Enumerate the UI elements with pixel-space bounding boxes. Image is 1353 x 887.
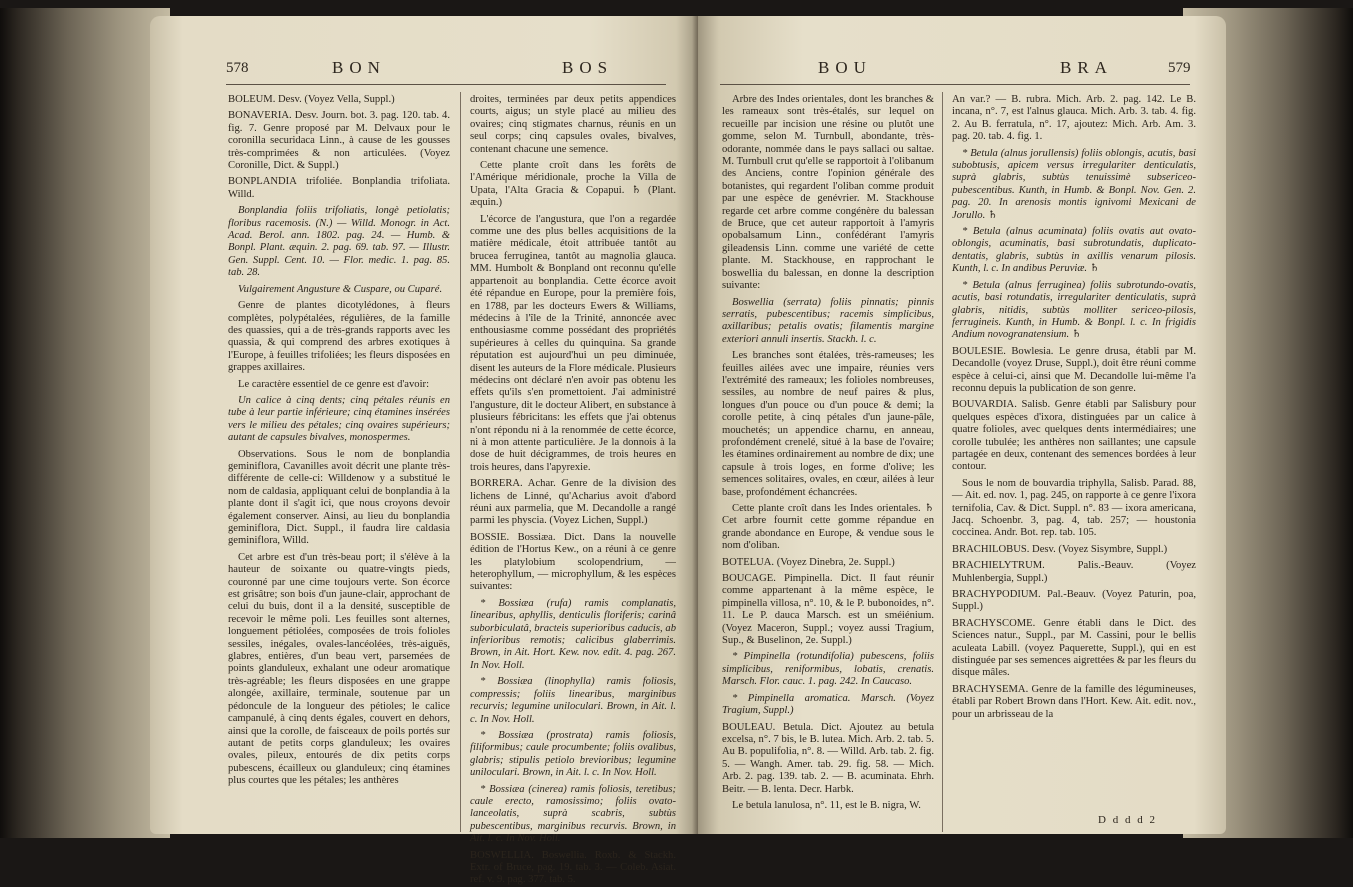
paragraph: * Pimpinella aromatica. Marsch. (Voyez Tragium, Suppl.) — [722, 692, 934, 717]
paragraph: * Bossiæa (rufa) ramis complanatis, linearibus, aphyllis, denticulis floriferis; carinâ suborbiculatâ, bracteis superioribus caducis, ab inferioribus remotis; calicibus glaberrimis. Brown, in Ait. Hort. Kew. nov. edit. 4. pag. 267. In Nov. Holl. — [470, 597, 676, 671]
paragraph: Les branches sont étalées, très-rameuses; les feuilles ailées avec une impaire, réunies vers l'extrémité des rameaux; les folioles nombreuses, sessiles, au nombre de neuf paires & plus, longues d'un pouce ou d'un pouce & demi; la corolle petite, à cinq pétales d'un jaune-pâle, mouchetés; un appendice charnu, en anneau, profondément crenelé, situé à la base de l'ovaire; les étamines ordinairement au nombre de dix; une capsule à trois loges, en forme d'olive; les semences solitaires, ovales, en cœur, ailées à leur base, profondément échancrées. — [722, 350, 934, 498]
column-separator — [942, 92, 943, 832]
paragraph: Observations. Sous le nom de bonplandia geminiflora, Cavanilles avoit décrit une plante très-différente de celle-ci: Willdenow y a substitué le nom de caldasia, appliquant celui de bonplandia à la plante dont il s'agit ici, que nous croyons devoir également conserver. Ainsi, au lieu du bonplandia geminiflora, Dict. Suppl., il faudra lire caldasia geminiflora, Willd. — [228, 448, 450, 547]
paragraph: BOULEAU. Betula. Dict. Ajoutez au betula excelsa, n°. 7 bis, le B. lutea. Mich. Arb. 2. tab. 5. Au B. populifolia, n°. 8. — Willd. Arb. tab. 2. fig. 5. — Wangh. Amer. tab. 29. fig. 58. — Mich. Arb. 2. pag. 139. tab. 2. — B. acuminata. Ehrh. Beitr. — B. lenta. Decr. Harbk. — [722, 721, 934, 795]
right-page-column-2 — [952, 94, 1196, 814]
paragraph: * Bossiæa (cinerea) ramis foliosis, teretibus; caule erecto, ramosissimo; foliis ovato-lanceolatis, suprà scabris, subtùs pubescentibus, marginibus recurvis. Brown, in Ait. l. c. In Nov. Holl. — [470, 783, 676, 845]
left-page — [150, 16, 698, 886]
paragraph: BOTELUA. (Voyez Dinebra, 2e. Suppl.) — [722, 556, 895, 568]
left-running-head-left: BON — [332, 58, 386, 77]
signature-mark: D d d d 2 — [1098, 814, 1157, 826]
left-page-number: 578 — [226, 60, 249, 76]
paragraph: * Bossiæa (linophylla) ramis foliosis, compressis; foliis linearibus, marginibus recurvis; legumine uniloculari. Brown, in Ait. l. c. In Nov. Holl. — [470, 676, 676, 725]
paragraph: BOUVARDIA. Salisb. Genre établi par Salisbury pour quelques espèces d'ixora, distinguées par un calice à quatre folioles, avec quelques dents intermédiaires; une corolle tubulée; les anthères non saillantes; une capsule partagée en deux, contenant des semences bordées à leur contour. — [952, 399, 1196, 473]
paragraph: Arbre des Indes orientales, dont les branches & les rameaux sont très-étalés, sur lequel on recueille par incision une résine ou plutôt une gomme, selon M. Turnbull, abondante, très-odorante, nommée dans le pays sallaci ou saltae. M. Turnbull crut qu'elle se rapportoit à l'olibanum des Anciens, contre l'opinion générale des botanistes, qui regardent l'oliban comme produit par une espèce de genévrier. M. Stackhouse regarde cet arbre comme congénère du balessan de Bruce, que cet auteur rapportoit à l'amyris opobalsamum Linn., confédérant l'amyris gileadensis Linn. comme une variété de cette plante. M. Stackhouse, en rapprochant le boswellia du balessan, en donne la description suivante: — [722, 94, 934, 292]
paragraph: Cette plante croît dans les forêts de l'Amérique méridionale, proche la Villa de Upata, l'Alta Gracia & Copapui. ♄ (Plant. æquin.) — [470, 160, 676, 209]
right-running-head-left: BOU — [818, 58, 872, 77]
paragraph: BOULESIE. Bowlesia. Le genre drusa, établi par M. Decandolle (voyez Druse, Suppl.), doit être réuni comme espèce à celui-ci, ainsi que M. Decandolle lui-même l'a reconnu depuis la publication de son genre. — [952, 345, 1196, 394]
paragraph: * Pimpinella (rotundifolia) pubescens, foliis simplicibus, reniformibus, lobatis, crenatis. Marsch. Flor. cauc. 1. pag. 242. In Caucaso. — [722, 651, 934, 688]
right-page — [698, 16, 1226, 834]
paragraph: An var.? — B. rubra. Mich. Arb. 2. pag. 142. Le B. incana, n°. 7, est l'alnus glauca. Mich. Arb. 3. tab. 4. fig. 2. Au B. ferratula, n°. 17, ajoutez: Mich. Arb. Am. 3. pag. 20. tab. 4. fig. 1. — [952, 94, 1196, 143]
paragraph: BOUCAGE. Pimpinella. Dict. Il faut réunir comme appartenant à la même espèce, le pimpinella villosa, n°. 10, & le P. bubonoides, n°. 11. Le P. dauca Marsch. est un sméiénium. (Voyez Maceron, Suppl.; voyez aussi Tragium, Sup., & Buselinon, 2e. Suppl.) — [722, 573, 934, 647]
paragraph: Un calice à cinq dents; cinq pétales réunis en tube à leur partie inférieure; cinq étamines insérées vers le milieu des pétales; cinq ovaires supérieurs; autant de capsules bivalves, monospermes. — [228, 394, 450, 444]
paragraph: Cette plante croît dans les Indes orientales. ♄ Cet arbre fournit cette gomme répandue en grande abondance en Europe, & vendue sous le nom d'oliban. — [722, 503, 934, 552]
paragraph: Genre de plantes dicotylédones, à fleurs complètes, polypétalées, régulières, de la famille des quassies, qui a de très-grands rapports avec les quassia, & qui comprend des arbres exotiques à l'Europe, à feuilles trifoliées; les fleurs disposées en grappes axillaires. — [228, 300, 450, 374]
paragraph: BOLEUM. Desv. (Voyez Vella, Suppl.) — [228, 94, 395, 105]
left-page-column-1 — [228, 94, 450, 834]
paragraph: BONAVERIA. Desv. Journ. bot. 3. pag. 120. tab. 4. fig. 7. Genre proposé par M. Delvaux pour le coronilla securidaca Linn., à cause de les gousses très-comprimées & non articulées. (Voyez Coronille, Dict. & Suppl.) — [228, 110, 450, 172]
paragraph: * Bossiæa (prostrata) ramis foliosis, filiformibus; caule procumbente; foliis ovalibus, glabris; stipulis petiolo brevioribus; legumine uniloculari. Brown, in Ait. l. c. In Nov. Holl. — [470, 729, 676, 779]
right-page-column-1 — [722, 94, 934, 834]
paragraph: Sous le nom de bouvardia triphylla, Salisb. Parad. 88, — Ait. ed. nov. 1, pag. 245, on rapporte à ce genre l'ixora ternifolia, Cav. & Dict. Suppl. n°. 83 — ixora americana, Jacq. Schoenbr. 3, pag. 4, tab. 257; — houstonia coccinea. Andr. Bot. rep. tab. 105. — [952, 477, 1196, 539]
header-rule — [226, 84, 666, 85]
paragraph: L'écorce de l'angustura, que l'on a regardée comme une des plus belles acquisitions de la matière médicale, étoit attribuée tantôt au brucea ferruginea, tantôt au magnolia glauca. MM. Humbolt & Bonpland ont reconnu qu'elle appartenoit au bonplandia. Cette écorce avoit été répandue en Europe, pour la première fois, en 1788, par les docteurs Ewers & Williams, médecins à l'île de la Trinité, annoncée avec enthousiasme comme possédant des propriétés supérieures à celles du quinquina. Sa grande réputation est aujourd'hui un peu diminuée, disent les auteurs de la Flore médicale. Plusieurs médecins ont déclaré n'en avoir pas obtenu les effets qu'ils s'en promettoient. J'ai administré l'angusture, dit le docteur Alibert, en substance à plusieurs fébricitans: les effets que j'ai obtenus n'ont répondu ni à la renommée de cette écorce, ni à mon attente particulière. Je la donnois à la dose de huit décigrammes, de trois heures en trois heures, dans l'apyrexie. — [470, 213, 676, 473]
paragraph: BOSSIE. Bossiæa. Dict. Dans la nouvelle édition de l'Hortus Kew., on a réuni à ce genre les platylobium scolopendrium, — heterophyllum, — microphyllum, & les espèces suivantes: — [470, 531, 676, 593]
left-running-head-right: BOS — [562, 58, 614, 77]
paragraph: BONPLANDIA trifoliée. Bonplandia trifoliata. Willd. — [228, 176, 450, 200]
paragraph: Le caractère essentiel de ce genre est d'avoir: — [238, 378, 430, 390]
left-page-edges — [0, 8, 170, 838]
paragraph: * Betula (alnus jorullensis) foliis oblongis, acutis, basi subobtusis, apicem versus irregulariter denticulatis, suprà glabris, subtùs tenuissimè subsericeo-pubescentibus. Kunth, in Humb. & Bonpl. Nov. Gen. 2. pag. 20. In arenosis montis ignivomi Mexicani de Jorullo. ♄ — [952, 147, 1196, 221]
paragraph: droites, terminées par deux petits appendices courts, aigus; un style placé au milieu des ovaires; cinq stigmates charnus, réunis en un seul corps; cinq capsules ovales, bivalves, contenant chacune une semence. — [470, 94, 676, 155]
paragraph: BOSWELLIA. Boswellia. Roxb. & Stackh. Extr. of Bruce, pag. 19. tab. 3. — Coleb. Asiat. ref. v. 9. pag. 377. tab. 5. — [470, 849, 676, 886]
paragraph: Le betula lanulosa, n°. 11, est le B. nigra, W. — [732, 799, 921, 811]
paragraph: BRACHYSEMA. Genre de la famille des légumineuses, établi par Robert Brown dans l'Hort. Kew. Ait. edit. nov., pour un arbrisseau de la — [952, 683, 1196, 720]
paragraph: BORRERA. Achar. Genre de la division des lichens de Linné, qu'Acharius avoit d'abord réuni aux parmelia, que M. Decandolle a rangé parmi les physcia. (Voyez Lichen, Suppl.) — [470, 478, 676, 527]
paragraph: BRACHYPODIUM. Pal.-Beauv. (Voyez Paturin, poa, Suppl.) — [952, 589, 1196, 613]
paragraph: Vulgairement Angusture & Cuspare, ou Cuparé. — [238, 283, 443, 295]
paragraph: Bonplandia foliis trifoliatis, longè petiolatis; floribus racemosis. (N.) — Willd. Monogr. in Act. Acad. Berol. ann. 1802. pag. 24. — Humb. & Bonpl. Plant. æquin. 2. pag. 69. tab. 97. — Illustr. Gen. Suppl. Cent. 10. — Flor. medic. 1. pag. 85. tab. 28. — [228, 205, 450, 279]
left-page-column-2 — [470, 94, 676, 886]
paragraph: * Betula (alnus acuminata) foliis ovatis aut ovato-oblongis, acuminatis, basi subrotundatis, duplicato-dentatis, glabris, subtùs in axillis venarum pilosis. Kunth, l. c. In andibus Peruviæ. ♄ — [952, 226, 1196, 275]
paragraph: BRACHIELYTRUM. Palis.-Beauv. (Voyez Muhlenbergia, Suppl.) — [952, 560, 1196, 584]
right-running-head-right: BRA — [1060, 58, 1113, 77]
paragraph: Cet arbre est d'un très-beau port; il s'élève à la hauteur de soixante ou quatre-vingts pieds, couronné par une cime toujours verte. Son écorce est grisâtre; son bois d'un jaune-clair, approchant de celui du buis, dont il a la densité, susceptible de recevoir le même poli. Les feuilles sont alternes, longuement pétiolées, composées de trois folioles sessiles, inégales, ovales-lancéolées, très-aiguës, glabres, entières, d'un beau vert, parsemées de points glanduleux, exhalant une odeur aromatique très-agréable; les fleurs disposées en une grappe alongée, axillaire, terminale, soutenue par un pédoncule de la longueur des pétioles; le calice campanulé, à cinq dents égales, couvert en dehors, ainsi que la corolle, de faisceaux de poils portés sur autant de petits corps glanduleux; les ovaires ovales, pileux, entourés de dix petits corps pubescens, écailleux ou glanduleux; cinq étamines plus courtes que les pétales; les anthères — [228, 551, 450, 787]
paragraph: BRACHYSCOME. Genre établi dans le Dict. des Sciences natur., Suppl., par M. Cassini, pour le bellis aculeata Labill. (voyez Paquerette, Suppl.), qui en est distinguée par ses semences aigrettées & par les fleurs du disque mâles. — [952, 617, 1196, 679]
paragraph: BRACHILOBUS. Desv. (Voyez Sisymbre, Suppl.) — [952, 543, 1168, 555]
column-separator — [460, 92, 461, 832]
paragraph: * Betula (alnus ferruginea) foliis subrotundo-ovatis, acutis, basi rotundatis, irregulariter denticulatis, suprà glabris, nitidis, subtùs molliter sericeo-pilosis, ferrugineis. Kunth, in Humb. & Bonpl. l. c. In frigidis Andium novogranatensium. ♄ — [952, 279, 1196, 341]
header-rule — [720, 84, 1190, 85]
right-page-number: 579 — [1168, 60, 1191, 76]
paragraph: Boswellia (serrata) foliis pinnatis; pinnis serratis, pubescentibus; racemis simplicibus, axillaribus; petalis ovatis; filamentis margine exteriori annuli insertis. Stackh. l. c. — [722, 296, 934, 345]
